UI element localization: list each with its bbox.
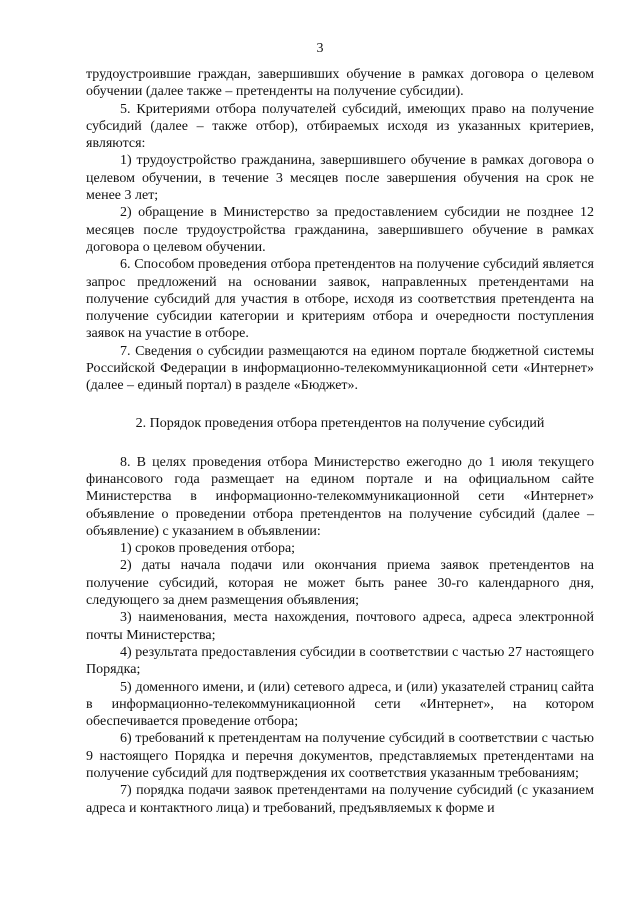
paragraph: 7) порядка подачи заявок претендентами на получение субсидий (с указанием адреса и контактного лица) и требований, предъявляемых к форме и bbox=[86, 783, 594, 816]
paragraph: 6. Способом проведения отбора претендентов на получение субсидий является запрос предложений на основании заявок, направленных претендентами на получение субсидий для участия в отборе, исходя из соответствия претендента на получение субсидии категории и критериям отбора и очередности поступления заявок на участие в отборе. bbox=[86, 257, 594, 342]
paragraph: 5. Критериями отбора получателей субсидий, имеющих право на получение субсидий (далее – также отбор), отбираемых исходя из указанных критериев, являются: bbox=[86, 101, 594, 152]
paragraph: 7. Сведения о субсидии размещаются на едином портале бюджетной системы Российской Федерации в информационно-телекоммуникационной сети «Интернет» (далее – единый портал) в разделе «Бюджет». bbox=[86, 343, 594, 394]
paragraph: 8. В целях проведения отбора Министерство ежегодно до 1 июля текущего финансового года размещает на едином портале и на официальном сайте Министерства в информационно-телекоммуникационной сети «Интернет» объявление о проведении отбора претендентов на получение субсидий (далее – объявление) с указанием в объявлении: bbox=[86, 454, 594, 539]
paragraph: 4) результата предоставления субсидии в соответствии с частью 27 настоящего Порядка; bbox=[86, 644, 594, 678]
paragraph: 1) сроков проведения отбора; bbox=[120, 541, 296, 557]
paragraph: 5) доменного имени, и (или) сетевого адреса, и (или) указателей страниц сайта в информационно-телекоммуникационной сети «Интернет», на котором обеспечивается проведение отбора; bbox=[86, 679, 594, 730]
bottom-paragraphs bbox=[86, 454, 594, 817]
paragraph: 6) требований к претендентам на получение субсидий в соответствии с частью 9 настоящего Порядка и перечня документов, представляемых претендентами на получение субсидий для подтверждения их соответствия указанным требованиям; bbox=[86, 731, 594, 781]
paragraph: трудоустроившие граждан, завершивших обучение в рамках договора о целевом обучении (далее также – претенденты на получение субсидии). bbox=[86, 67, 594, 100]
paragraph: 2) даты начала подачи или окончания приема заявок претендентов на получение субсидий, которая не может быть ранее 30-го календарного дня, следующего за днем размещения объявления; bbox=[86, 558, 594, 609]
paragraph: 2) обращение в Министерство за предоставлением субсидии не позднее 12 месяцев после трудоустройства гражданина, завершившего обучение в рамках договора о целевом обучении. bbox=[86, 205, 594, 255]
paragraph: 1) трудоустройство гражданина, завершившего обучение в рамках договора о целевом обучении, в течение 3 месяцев после завершения обучения на срок не менее 3 лет; bbox=[86, 153, 594, 204]
page-number: 3 bbox=[316, 41, 324, 56]
paragraph: 3) наименования, места нахождения, почтового адреса, адреса электронной почты Министерства; bbox=[86, 610, 594, 643]
top-paragraphs bbox=[86, 66, 594, 395]
section-heading: 2. Порядок проведения отбора претендентов на получение субсидий bbox=[135, 415, 545, 431]
document-body bbox=[86, 66, 594, 817]
